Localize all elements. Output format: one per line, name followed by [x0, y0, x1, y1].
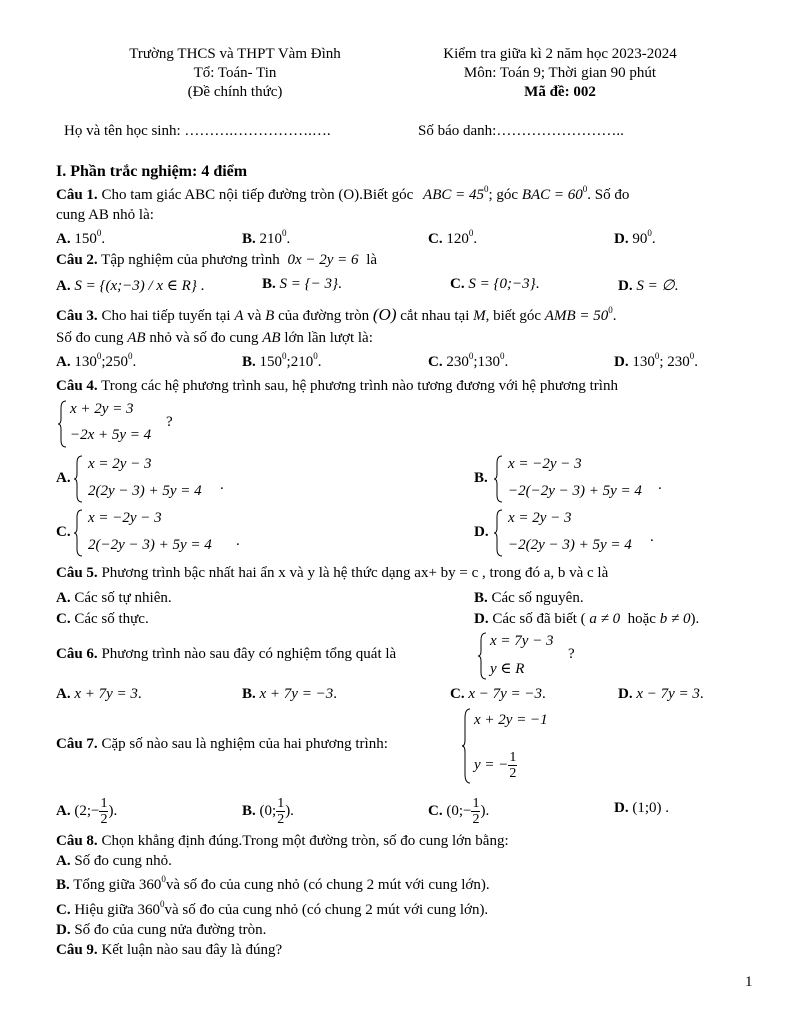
sup: 0 [582, 184, 588, 194]
label: A. [56, 354, 71, 370]
v: (1;0) [632, 800, 662, 816]
label: C. [56, 902, 71, 918]
label: B. [242, 686, 256, 702]
v: hoặc [627, 611, 656, 627]
v: và số đo của cung nhỏ (có chung 2 mút với cung lớn). [164, 902, 489, 918]
eq: x = 2y − 3 [508, 510, 572, 526]
t: , biết góc [485, 308, 542, 324]
q7-text: Cặp số nào sau là nghiệm của hai phương trình: [101, 736, 388, 752]
exam-subject: Môn: Toán 9; Thời gian 90 phút [463, 65, 657, 81]
label: D. [56, 922, 71, 938]
q7-eq2: y = − [474, 756, 509, 773]
brace-icon [462, 708, 472, 784]
q6-number: Câu 6. [56, 646, 98, 662]
t: AB [262, 330, 281, 346]
school-name: Trường THCS và THPT Vàm Đình [129, 46, 341, 62]
sup: 0 [96, 351, 102, 361]
t: M [473, 308, 486, 324]
q1-option-d[interactable]: D. $90^0$. [614, 228, 656, 247]
t: AMB = 50 [544, 308, 609, 324]
v: 130 [632, 354, 655, 370]
q6-system [478, 632, 608, 680]
q3-option-c[interactable]: C. $230^0;130^0$. [428, 351, 509, 370]
q9-number: Câu 9. [56, 942, 98, 958]
v: 230 [446, 354, 469, 370]
q7-option-a[interactable]: A. (2;− $\frac{1}{2}$ ). [56, 796, 118, 827]
v: (0; [259, 802, 277, 819]
sup: 0 [468, 228, 474, 238]
q8-option-c[interactable] [56, 899, 489, 919]
label: A. [56, 853, 71, 869]
q2-option-b[interactable]: B. S = {− 3}. [262, 276, 342, 292]
q6-option-c[interactable]: C. x − 7y = −3. [450, 686, 546, 702]
sup: 0 [654, 351, 660, 361]
v: và số đo của cung nhỏ (có chung 2 mút với cung lớn). [165, 877, 490, 893]
q1-end: . Số đo [587, 187, 630, 203]
v: Các số nguyên. [491, 590, 584, 606]
val: S = {(x;−3) / x ∈ R} [74, 278, 197, 294]
q3-line2 [56, 330, 373, 347]
label: A. [56, 231, 71, 247]
section-title: I. Phần trắc nghiệm: 4 điểm [56, 163, 248, 180]
t: B [265, 308, 275, 324]
label: B. [242, 354, 256, 370]
sup: 0 [500, 351, 505, 361]
team-name: Tổ: Toán- Tin [193, 65, 277, 81]
q5-number: Câu 5. [56, 565, 98, 581]
page-number: 1 [745, 974, 753, 990]
brace-icon [58, 400, 68, 448]
t: của đường tròn [278, 308, 370, 324]
sup: 0 [161, 874, 166, 884]
v: 360 [138, 877, 162, 893]
q8-text: Chọn khẳng định đúng.Trong một đường tròn, số đo cung lớn bằng: [101, 833, 509, 849]
question-4 [56, 378, 618, 395]
q1-line2: cung AB nhỏ là: [56, 207, 154, 223]
v: Số đo cung nhỏ. [74, 853, 172, 869]
q6-eq2: y ∈ R [490, 661, 525, 677]
label: A. [56, 686, 71, 702]
question-3: Câu 3. Cho hai tiếp tuyến tại A và B của đường tròn (O) cắt nhau tại M, biết góc AMB = $50^0$. [56, 305, 617, 324]
q4-system [58, 400, 188, 448]
label: B. [242, 802, 256, 819]
q4-number: Câu 4. [56, 378, 98, 394]
label: D. [474, 611, 489, 627]
brace-icon [494, 509, 504, 557]
q6-option-b[interactable]: B. x + 7y = −3. [242, 686, 337, 702]
q2-eq: 0x − 2y = 6 [287, 252, 359, 268]
val: S = ∅ [636, 278, 675, 294]
q4-eq2: −2x + 5y = 4 [70, 427, 152, 443]
q4-option-c-label: C. [56, 524, 71, 540]
eq: −2(2y − 3) + 5y = 4 [508, 537, 632, 553]
sup: 0 [484, 184, 489, 194]
q5-option-b[interactable] [474, 590, 584, 607]
q4-eq1: x + 2y = 3 [70, 401, 134, 417]
sup: 0 [608, 305, 613, 315]
question-5 [56, 565, 608, 582]
label: D. [614, 800, 629, 816]
q6-option-a[interactable]: A. x + 7y = 3. [56, 686, 142, 702]
q3-number: Câu 3. [56, 308, 98, 324]
eq: x = 2y − 3 [88, 456, 152, 472]
t: A [234, 308, 244, 324]
q6-option-d[interactable]: D. x − 7y = 3. [618, 686, 704, 702]
q4-option-d[interactable]: x = 2y − 3 −2(2y − 3) + 5y = 4 . [494, 509, 669, 559]
q2-option-c[interactable]: C. S = {0;−3}. [450, 276, 540, 292]
v: 210 [290, 354, 314, 370]
official-label: (Đề chính thức) [187, 84, 283, 100]
q1-text: Cho tam giác ABC nội tiếp đường tròn (O).Biết góc [101, 187, 414, 203]
v: x − 7y = 3 [636, 686, 700, 702]
q7-number: Câu 7. [56, 736, 98, 752]
q1-angle2: BAC = 60 [521, 187, 583, 203]
v: Tổng giữa [73, 877, 136, 893]
label: B. [56, 877, 70, 893]
t: Cho hai tiếp tuyến tại [101, 308, 231, 324]
v: (0;− [446, 802, 472, 819]
label: C. [450, 276, 465, 292]
brace-icon [478, 632, 488, 680]
q5-text: Phương trình bậc nhất hai ẩn x và y là hệ thức dạng ax+ by = c , trong đó a, b và c là [101, 565, 609, 581]
v: b ≠ 0 [659, 611, 691, 627]
t: nhỏ và số đo cung [149, 330, 259, 346]
sup: 0 [689, 351, 695, 361]
q7-eq1: x + 2y = −1 [474, 712, 548, 728]
v: 150 [259, 354, 283, 370]
label: A. [56, 278, 71, 294]
label: B. [242, 231, 256, 247]
q2-option-a[interactable]: A. S = {(x;−3) / x ∈ R} . [56, 278, 205, 294]
sup: 0 [96, 228, 102, 238]
sup: 0 [647, 228, 652, 238]
label: D. [614, 231, 629, 247]
v: Các số thực. [74, 611, 149, 627]
exam-title: Kiểm tra giữa kì 2 năm học 2023-2024 [443, 46, 677, 62]
q1-option-b[interactable]: B. $210^0$. [242, 228, 291, 247]
q5-option-a[interactable] [56, 590, 172, 607]
v: x + 7y = −3 [259, 686, 334, 702]
t: lớn lần lượt là: [284, 330, 373, 346]
t: AB [127, 330, 146, 346]
q1-option-a[interactable]: A. $150^0$. [56, 228, 106, 247]
q2-tail: là [366, 252, 378, 268]
label: D. [618, 278, 633, 294]
t: Số đo cung [56, 330, 124, 346]
t: cắt nhau tại [400, 308, 470, 324]
label: C. [428, 231, 443, 247]
q5-option-d[interactable]: D. Các số đã biết ( a ≠ 0 hoặc b ≠ 0). [474, 611, 700, 627]
val: 120 [446, 231, 469, 247]
q3-option-a[interactable]: A. $130^0;250^0$. [56, 351, 137, 370]
v: Các số tự nhiên. [74, 590, 172, 606]
q7-system: x + 2y = −1 y = − $\frac{1}{2}$ [462, 708, 592, 784]
sup: 0 [282, 351, 287, 361]
q1-mid: ; góc [488, 187, 519, 203]
label: B. [262, 276, 276, 292]
label: A. [56, 590, 71, 606]
label: B. [474, 590, 488, 606]
question-2 [56, 252, 377, 269]
eq: 2(−2y − 3) + 5y = 4 [88, 537, 212, 553]
label: C. [450, 686, 465, 702]
q8-option-d[interactable] [56, 922, 266, 939]
val: S = {− 3} [279, 276, 339, 292]
q2-text: Tập nghiệm của phương trình [101, 252, 280, 268]
q3-option-d[interactable]: D. $130^0$; $230^0$. [614, 351, 699, 370]
q4-option-b[interactable]: x = −2y − 3 −2(−2y − 3) + 5y = 4 . [494, 455, 669, 505]
q7-option-d[interactable]: D. (1;0) . [614, 800, 670, 816]
label: C. [428, 354, 443, 370]
question-6 [56, 646, 396, 663]
v: 360 [137, 902, 160, 918]
sup: 0 [468, 351, 474, 361]
brace-icon [494, 455, 504, 503]
q4-option-d-label: D. [474, 524, 489, 540]
sup: 0 [159, 899, 165, 909]
val: 210 [259, 231, 283, 247]
question-8 [56, 833, 509, 850]
eq: −2(−2y − 3) + 5y = 4 [508, 483, 642, 499]
question-9 [56, 942, 282, 959]
q4-option-a-label: A. [56, 470, 71, 486]
v: x − 7y = −3 [468, 686, 543, 702]
eq: x = −2y − 3 [508, 456, 582, 472]
q7-option-b[interactable]: B. (0; $\frac{1}{2}$ ). [242, 796, 294, 827]
v: a ≠ 0 [589, 611, 621, 627]
q9-text: Kết luận nào sau đây là đúng? [101, 942, 283, 958]
question-1 [56, 184, 630, 204]
q7-option-c[interactable]: C. (0;− $\frac{1}{2}$ ). [428, 796, 490, 827]
q4-option-c[interactable]: x = −2y − 3 2(−2y − 3) + 5y = 4 . [74, 509, 249, 559]
t: và [247, 308, 262, 324]
val: S = {0;−3} [468, 276, 536, 292]
exam-code: Mã đề: 002 [524, 84, 596, 100]
label: D. [618, 686, 633, 702]
val: 150 [74, 231, 97, 247]
q6-text: Phương trình nào sau đây có nghiệm tổng quát là [101, 646, 397, 662]
label: C. [56, 611, 71, 627]
v: x + 7y = 3 [74, 686, 138, 702]
q5-option-c[interactable] [56, 611, 149, 628]
q8-number: Câu 8. [56, 833, 98, 849]
label: A. [56, 802, 71, 819]
v: Số đo của cung nửa đường tròn. [74, 922, 267, 938]
question-7 [56, 736, 388, 753]
q8-option-a[interactable] [56, 853, 172, 870]
q6-mark: ? [568, 646, 575, 662]
q1-option-c[interactable]: C. $120^0$. [428, 228, 478, 247]
q1-number: Câu 1. [56, 187, 98, 203]
q3-option-b[interactable]: B. $150^0;210^0$. [242, 351, 322, 370]
v: Các số đã biết ( [492, 611, 586, 627]
q4-text: Trong các hệ phương trình sau, hệ phương trình nào tương đương với hệ phương trình [101, 378, 618, 394]
sup: 0 [128, 351, 133, 361]
label: D. [614, 354, 629, 370]
v: 130 [74, 354, 97, 370]
v: 250 [105, 354, 129, 370]
eq: 2(2y − 3) + 5y = 4 [88, 483, 202, 499]
v: Hiệu giữa [74, 902, 134, 918]
sup: 0 [282, 228, 287, 238]
q6-eq1: x = 7y − 3 [490, 633, 554, 649]
eq: x = −2y − 3 [88, 510, 162, 526]
q4-option-a[interactable]: x = 2y − 3 2(2y − 3) + 5y = 4 . [74, 455, 244, 505]
q8-option-b[interactable] [56, 874, 490, 894]
sup: 0 [313, 351, 318, 361]
student-id-field[interactable]: Số báo danh:…………………….. [418, 123, 624, 139]
val: 90 [632, 231, 648, 247]
v: 230 [667, 354, 690, 370]
q2-number: Câu 2. [56, 252, 98, 268]
v: 130 [477, 354, 501, 370]
v: (2;− [74, 802, 100, 819]
q2-option-d[interactable]: D. S = ∅. [618, 278, 679, 294]
brace-icon [74, 509, 84, 557]
t: (O) [372, 305, 397, 324]
q4-option-b-label: B. [474, 470, 488, 486]
q1-angle1: ABC = 45 [423, 187, 484, 203]
q4-mark: ? [166, 414, 173, 430]
label: C. [428, 802, 443, 819]
brace-icon [74, 455, 84, 503]
student-name-field[interactable]: Họ và tên học sinh: ……….…………….…. [64, 123, 331, 139]
